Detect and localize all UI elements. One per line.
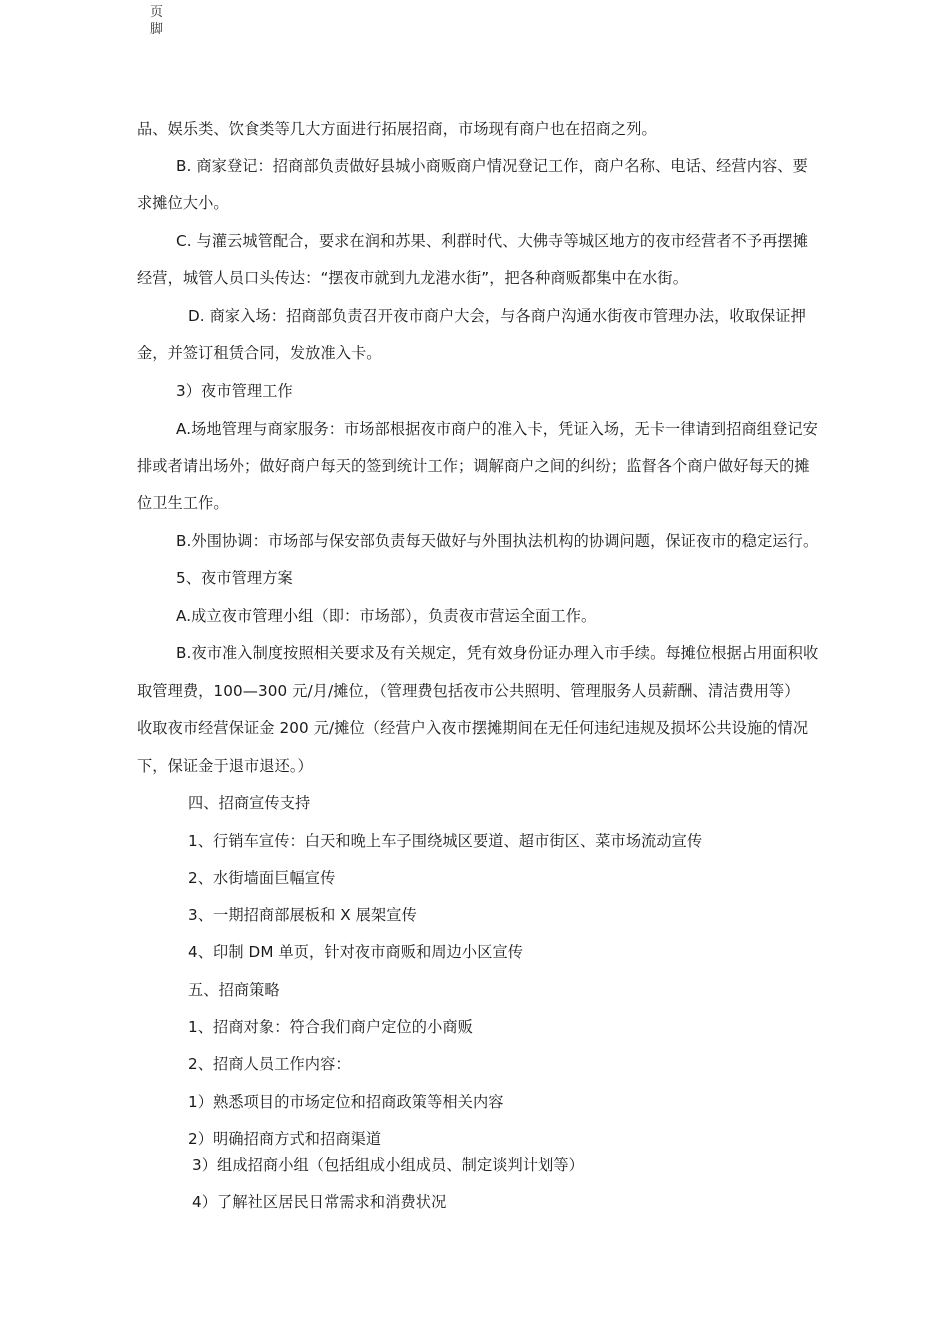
list-item: 4、印制 DM 单页，针对夜市商贩和周边小区宣传: [188, 943, 524, 961]
list-item: 1）熟悉项目的市场定位和招商政策等相关内容: [188, 1093, 504, 1111]
footer-label: [150, 4, 166, 38]
paragraph-line: B.外围协调：市场部与保安部负责每天做好与外围执法机构的协调问题，保证夜市的稳定运行。: [176, 532, 819, 550]
paragraph-line: B. 商家登记：招商部负责做好县城小商贩商户情况登记工作，商户名称、电话、经营内容、要: [176, 157, 808, 175]
list-item: 2）明确招商方式和招商渠道: [188, 1130, 382, 1148]
section-heading: 五、招商策略: [188, 981, 280, 999]
footer-label-char-1: 页: [150, 5, 164, 20]
list-item: 3、一期招商部展板和 X 展架宣传: [188, 906, 417, 924]
paragraph-line: 排或者请出场外；做好商户每天的签到统计工作；调解商户之间的纠纷；监督各个商户做好每天的摊: [137, 457, 810, 475]
footer-label-char-2: 脚: [150, 22, 164, 37]
list-item: 1、招商对象：符合我们商户定位的小商贩: [188, 1018, 473, 1036]
paragraph-line: B.夜市准入制度按照相关要求及有关规定，凭有效身份证办理入市手续。每摊位根据占用面积收: [176, 644, 819, 662]
paragraph-line: A.场地管理与商家服务：市场部根据夜市商户的准入卡，凭证入场，无卡一律请到招商组登记安: [176, 420, 818, 438]
section-subheading: 5、夜市管理方案: [176, 569, 293, 587]
list-item: 4）了解社区居民日常需求和消费状况: [192, 1193, 447, 1211]
paragraph-line: 品、娱乐类、饮食类等几大方面进行拓展招商，市场现有商户也在招商之列。: [137, 120, 657, 138]
section-heading: 四、招商宣传支持: [188, 794, 311, 812]
list-item: 3）组成招商小组（包括组成小组成员、制定谈判计划等）: [192, 1156, 584, 1174]
paragraph-line: 求摊位大小。: [137, 194, 229, 212]
paragraph-line: A.成立夜市管理小组（即：市场部），负责夜市营运全面工作。: [176, 607, 597, 625]
paragraph-line: 金，并签订租赁合同，发放准入卡。: [137, 344, 382, 362]
list-item: 2、水街墙面巨幅宣传: [188, 869, 336, 887]
paragraph-line: D. 商家入场：招商部负责召开夜市商户大会，与各商户沟通水街夜市管理办法，收取保证押: [188, 307, 806, 325]
paragraph-line: 经营，城管人员口头传达：“摆夜市就到九龙港水街”，把各种商贩都集中在水街。: [137, 269, 688, 287]
paragraph-line: 取管理费，100—300 元/月/摊位，（管理费包括夜市公共照明、管理服务人员薪酬、清洁费用等）: [137, 682, 800, 700]
paragraph-line: 收取夜市经营保证金 200 元/摊位（经营户入夜市摆摊期间在无任何违纪违规及损坏公共设施的情况: [137, 719, 809, 737]
section-subheading: 3）夜市管理工作: [176, 382, 293, 400]
list-item: 1、行销车宣传：白天和晚上车子围绕城区要道、超市街区、菜市场流动宣传: [188, 832, 703, 850]
list-item: 2、招商人员工作内容：: [188, 1055, 351, 1073]
paragraph-line: 下，保证金于退市退还。）: [137, 757, 313, 775]
paragraph-line: 位卫生工作。: [137, 494, 229, 512]
paragraph-line: C. 与灌云城管配合，要求在润和苏果、利群时代、大佛寺等城区地方的夜市经营者不予再摆摊: [176, 232, 809, 250]
